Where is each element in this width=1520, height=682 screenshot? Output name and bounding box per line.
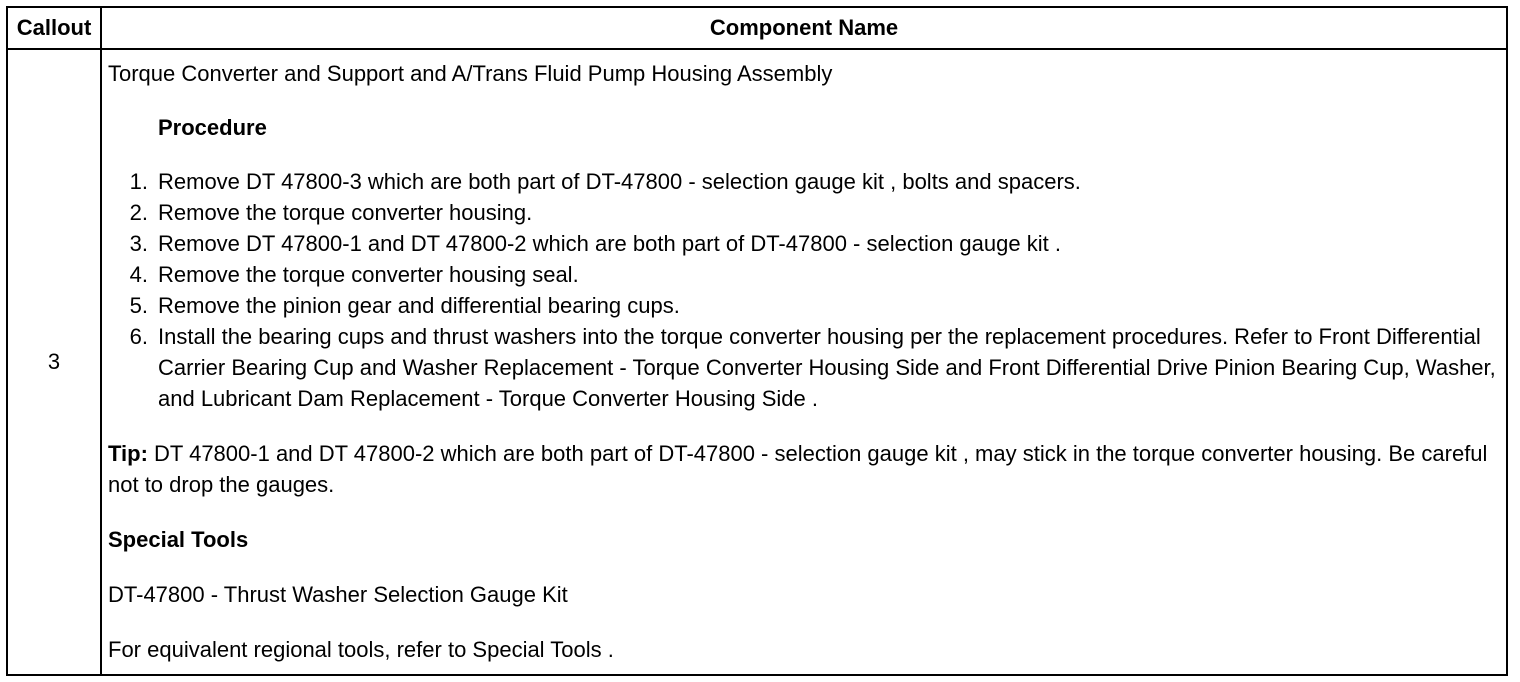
tip-label: Tip: [108,441,148,466]
step-text: Remove the pinion gear and differential bearing cups. [158,293,680,318]
step-number: 6. [129,324,148,349]
step-text: Remove the torque converter housing seal. [158,262,579,287]
procedure-step [108,166,1496,197]
tip-text: DT 47800-1 and DT 47800-2 which are both part of DT-47800 - selection gauge kit , may stick in the torque converter housing. Be careful not to drop the gauges. [108,441,1488,497]
step-number: 1. [129,169,148,194]
special-tool-item: DT-47800 - Thrust Washer Selection Gauge Kit [108,582,568,607]
callout-number: 3 [7,49,101,675]
procedure-steps [108,166,1496,414]
procedure-step [108,228,1496,259]
component-table [6,6,1508,676]
component-name-column-header: Component Name [101,7,1507,49]
component-title: Torque Converter and Support and A/Trans Fluid Pump Housing Assembly [108,61,833,86]
procedure-step [108,197,1496,228]
step-number: 4. [129,262,148,287]
procedure-heading: Procedure [158,115,267,140]
step-text: Remove DT 47800-1 and DT 47800-2 which are both part of DT-47800 - selection gauge kit . [158,231,1061,256]
table-header-row [7,7,1507,49]
step-number: 3. [129,231,148,256]
procedure-step [108,259,1496,290]
step-number: 5. [129,293,148,318]
regional-tools-note: For equivalent regional tools, refer to Special Tools . [108,637,614,662]
step-text: Remove DT 47800-3 which are both part of DT-47800 - selection gauge kit , bolts and spacers. [158,169,1081,194]
step-number: 2. [129,200,148,225]
table-row [7,49,1507,675]
procedure-step [108,321,1496,414]
component-cell [101,49,1507,675]
special-tools-heading: Special Tools [108,527,249,552]
callout-column-header: Callout [7,7,101,49]
tip-note [108,438,1496,500]
step-text: Install the bearing cups and thrust washers into the torque converter housing per the replacement procedures. Refer to Front Differential Carrier Bearing Cup and Washer Replacement - Torque Converter Housing Side and Front Differential Drive Pinion Bearing Cup, Washer, and Lubricant Dam Replacement - Torque Converter Housing Side . [158,324,1496,411]
procedure-step [108,290,1496,321]
step-text: Remove the torque converter housing. [158,200,533,225]
